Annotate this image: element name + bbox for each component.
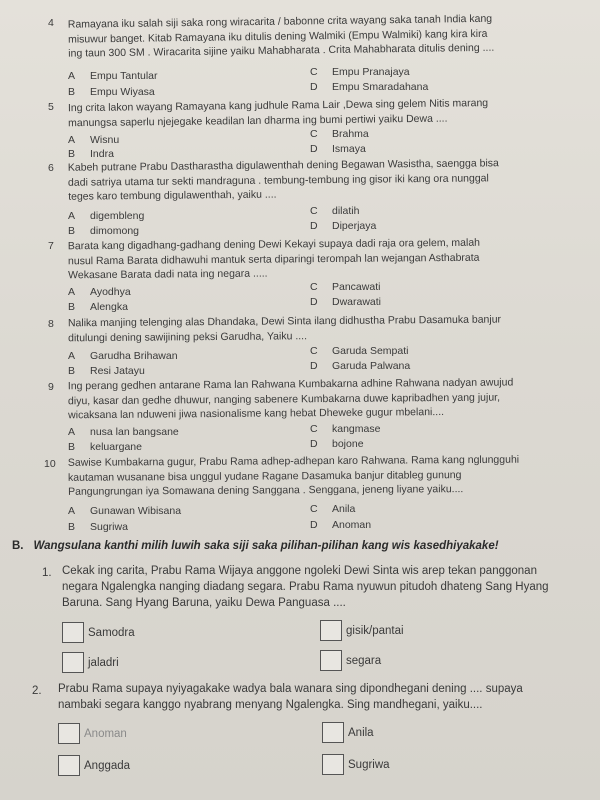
option-letter: C — [310, 345, 318, 357]
checkbox[interactable] — [62, 622, 84, 643]
question-line: Wekasane Barata dadi nata ing negara ..... — [68, 267, 268, 282]
choice-samodra[interactable] — [62, 622, 135, 643]
option-letter: A — [68, 426, 76, 438]
choice-label: jaladri — [88, 656, 119, 669]
option-a[interactable] — [68, 286, 131, 298]
question-line: negara Ngalengka nanging diadang segara. Prabu Rama nyuwun pitudoh dhateng Sang Hyang — [62, 581, 549, 593]
option-letter: B — [68, 301, 76, 313]
option-letter: A — [68, 286, 76, 298]
option-text: Diperjaya — [332, 220, 377, 232]
option-letter: C — [310, 66, 318, 78]
question-number: 5 — [48, 101, 54, 113]
option-a[interactable] — [68, 70, 158, 82]
option-text: nusa lan bangsane — [90, 426, 179, 438]
section-b-heading — [12, 540, 499, 552]
option-d[interactable] — [310, 81, 428, 93]
question-number: 9 — [48, 381, 54, 393]
question-text — [68, 10, 594, 61]
option-text: Anoman — [332, 519, 372, 531]
question-line: kautaman wusanane bisa unggul yudane Ragane Dasamuka banjur ditableg gunung — [67, 468, 462, 484]
option-letter: C — [310, 503, 318, 515]
question-number: 7 — [48, 240, 54, 252]
choice-label: gisik/pantai — [346, 624, 404, 637]
checkbox[interactable] — [62, 652, 84, 673]
question-line: Ramayana iku salah siji saka rong wiracarita / babonne crita wayang saka tanah India kang — [67, 12, 493, 31]
question-text — [68, 452, 593, 499]
option-text: dilatih — [332, 205, 360, 217]
option-text: digembleng — [90, 210, 145, 222]
choice-label: Anila — [348, 726, 374, 739]
option-letter: A — [68, 134, 76, 146]
choice-label: Sugriwa — [348, 758, 390, 771]
option-text: Garuda Sempati — [332, 345, 409, 357]
choice-sugriwa[interactable] — [322, 754, 390, 775]
option-text: keluargane — [90, 441, 142, 453]
option-b[interactable] — [68, 301, 128, 313]
question-number: 10 — [44, 458, 56, 470]
option-text: kangmase — [332, 423, 381, 435]
question-text — [58, 681, 593, 713]
option-text: Empu Tantular — [90, 70, 158, 82]
checkbox[interactable] — [58, 755, 80, 776]
option-b[interactable] — [68, 225, 139, 237]
question-line: Prabu Rama supaya nyiyagakake wadya bala wanara sing dipondhegani dening .... supaya — [58, 683, 523, 695]
option-text: Indra — [90, 148, 114, 160]
option-letter: D — [310, 438, 318, 450]
choice-anila[interactable] — [322, 722, 374, 743]
question-line: Cekak ing carita, Prabu Rama Wijaya anggone ngoleki Dewi Sinta wis arep tekan panggonan — [62, 565, 537, 577]
option-d[interactable] — [310, 360, 410, 372]
question-number: 1. — [42, 567, 52, 579]
question-line: Baruna. Sang Hyang Baruna, yaiku Dewa Panguasa .... — [62, 597, 346, 609]
option-c[interactable] — [310, 345, 408, 357]
option-b[interactable] — [68, 441, 142, 453]
option-letter: C — [310, 128, 318, 140]
option-letter: A — [68, 210, 76, 222]
checkbox[interactable] — [322, 754, 344, 775]
option-letter: A — [68, 350, 76, 362]
option-c[interactable] — [310, 503, 355, 515]
choice-label: segara — [346, 654, 382, 667]
question-text — [68, 312, 593, 346]
option-text: Gunawan Wibisana — [90, 505, 182, 517]
question-text — [68, 155, 593, 204]
question-text — [68, 95, 593, 130]
option-text: bojone — [332, 438, 364, 450]
option-text: Wisnu — [90, 134, 120, 146]
question-line: Sawise Kumbakarna gugur, Prabu Rama adhep-adhepan karo Rahwana. Rama kang nglungguhi — [67, 453, 520, 469]
option-b[interactable] — [68, 521, 128, 533]
option-letter: D — [310, 81, 318, 93]
option-letter: B — [68, 441, 76, 453]
option-c[interactable] — [310, 423, 380, 435]
question-line: ing taun 300 SM . Wiracarita sijine yaiku Mahabharata . Crita Mahabharata ditulis dening .... — [68, 41, 495, 60]
question-line: Ing crita lakon wayang Ramayana kang judhule Rama Lair ,Dewa sing gelem Nitis marang — [67, 97, 489, 115]
checkbox[interactable] — [58, 723, 80, 744]
question-number: 6 — [48, 162, 54, 174]
option-letter: B — [68, 86, 76, 98]
question-text — [68, 375, 593, 423]
option-b[interactable] — [68, 86, 155, 98]
question-line: Pangungrungan iya Somawana dening Sanggana . Senggana, jeneng liyane yaiku.... — [68, 483, 464, 498]
section-letter: B. — [12, 540, 24, 552]
choice-segara[interactable] — [320, 650, 381, 671]
question-line: ditulungi dening sawijining peksi Garudha, Yaiku .... — [68, 329, 308, 344]
question-line: Barata kang digadhang-gadhang dening Dewi Kekayi supaya dadi raja ora gelem, malah — [67, 236, 481, 253]
option-letter: D — [310, 143, 318, 155]
question-line: Ing perang gedhen antarane Rama lan Rahwana Kumbakarna adhine Rahwana nadyan awujud — [67, 376, 514, 393]
question-line: nusul Rama Barata didhawuhi mantuk serta diparingi terompah lan wejangan Asthabrata — [67, 251, 480, 267]
option-a[interactable] — [68, 350, 178, 362]
option-text: Sugriwa — [90, 521, 128, 533]
option-letter: B — [68, 365, 76, 377]
option-letter: B — [68, 148, 76, 160]
option-d[interactable] — [310, 296, 381, 308]
question-line: wicaksana lan nduweni jiwa nasionalisme kang hebat Dheweke gugur mbelani.... — [68, 406, 445, 422]
question-line: Kabeh putrane Prabu Dastharastha digulawenthah dening Begawan Wasistha, saengga bisa — [67, 157, 499, 174]
choice-label: Anoman — [84, 727, 127, 740]
option-c[interactable] — [310, 281, 380, 293]
question-number: 8 — [48, 318, 54, 330]
checkbox[interactable] — [320, 650, 342, 671]
checkbox[interactable] — [322, 722, 344, 743]
option-letter: B — [68, 521, 76, 533]
option-a[interactable] — [68, 210, 144, 222]
option-text: Empu Pranajaya — [332, 66, 410, 78]
option-text: Dwarawati — [332, 296, 382, 308]
option-d[interactable] — [310, 519, 371, 531]
option-letter: B — [68, 225, 76, 237]
option-text: Pancawati — [332, 281, 381, 293]
question-line: dadi satriya utama tur sekti mandraguna . tembung-tembung ing gisor iki kang ora nunggal — [67, 171, 489, 189]
option-letter: D — [310, 220, 318, 232]
option-c[interactable] — [310, 128, 369, 140]
option-b[interactable] — [68, 365, 145, 377]
option-letter: D — [310, 360, 318, 372]
option-a[interactable] — [68, 134, 119, 146]
choice-jaladri[interactable] — [62, 652, 119, 673]
question-line: Nalika manjing telenging alas Dhandaka, Dewi Sinta ilang didhustha Prabu Dasamuka banjur — [67, 313, 502, 330]
option-text: Empu Smaradahana — [332, 81, 429, 93]
option-text: Alengka — [90, 301, 128, 313]
option-a[interactable] — [68, 505, 181, 517]
question-line: teges karo tembung digulawenthah, yaiku .... — [68, 188, 277, 203]
option-text: Empu Wiyasa — [90, 86, 155, 98]
option-letter: D — [310, 296, 318, 308]
option-d[interactable] — [310, 220, 376, 232]
option-letter: C — [310, 281, 318, 293]
section-title: Wangsulana kanthi milih luwih saka siji saka pilihan-pilihan kang wis kasedhiyakake! — [33, 540, 499, 552]
choice-label: Anggada — [84, 759, 131, 772]
option-b[interactable] — [68, 148, 114, 160]
option-letter: A — [68, 505, 76, 517]
option-text: Ayodhya — [90, 286, 131, 298]
question-number: 2. — [32, 685, 42, 697]
option-d[interactable] — [310, 438, 364, 450]
option-text: Garudha Brihawan — [90, 350, 178, 362]
question-line: manungsa saperlu njejegake keadilan lan dharma ing bumi pertiwi yaiku Dewa .... — [68, 112, 448, 129]
option-c[interactable] — [310, 205, 359, 217]
option-letter: C — [310, 205, 318, 217]
question-text — [68, 235, 593, 283]
option-d[interactable] — [310, 143, 366, 155]
option-letter: A — [68, 70, 76, 82]
choice-anggada[interactable] — [58, 755, 130, 776]
option-text: Brahma — [332, 128, 369, 140]
choice-gisik-pantai[interactable] — [320, 620, 404, 641]
question-line: misuwur banget. Kitab Ramayana iku ditulis dening Walmiki (Empu Walmiki) kang kira kira — [67, 27, 488, 46]
option-text: Resi Jatayu — [90, 365, 145, 377]
option-letter: C — [310, 423, 318, 435]
question-line: nambaki segara kanggo nyabrang menyang Ngalengka. Sing mandhegani, yaiku.... — [58, 699, 483, 711]
option-letter: D — [310, 519, 318, 531]
option-c[interactable] — [310, 66, 410, 78]
option-a[interactable] — [68, 426, 179, 438]
question-text — [62, 563, 592, 611]
option-text: Ismaya — [332, 143, 366, 155]
option-text: Anila — [332, 503, 356, 515]
checkbox[interactable] — [320, 620, 342, 641]
question-line: diyu, kasar dan gedhe dhuwur, nanging sabenere Kumbakarna duwe kapribadhen yang jujur, — [67, 391, 501, 407]
choice-anoman[interactable] — [58, 723, 127, 744]
option-text: dimomong — [90, 225, 140, 237]
option-text: Garuda Palwana — [332, 360, 411, 372]
choice-label: Samodra — [88, 626, 135, 639]
question-number: 4 — [48, 17, 54, 29]
